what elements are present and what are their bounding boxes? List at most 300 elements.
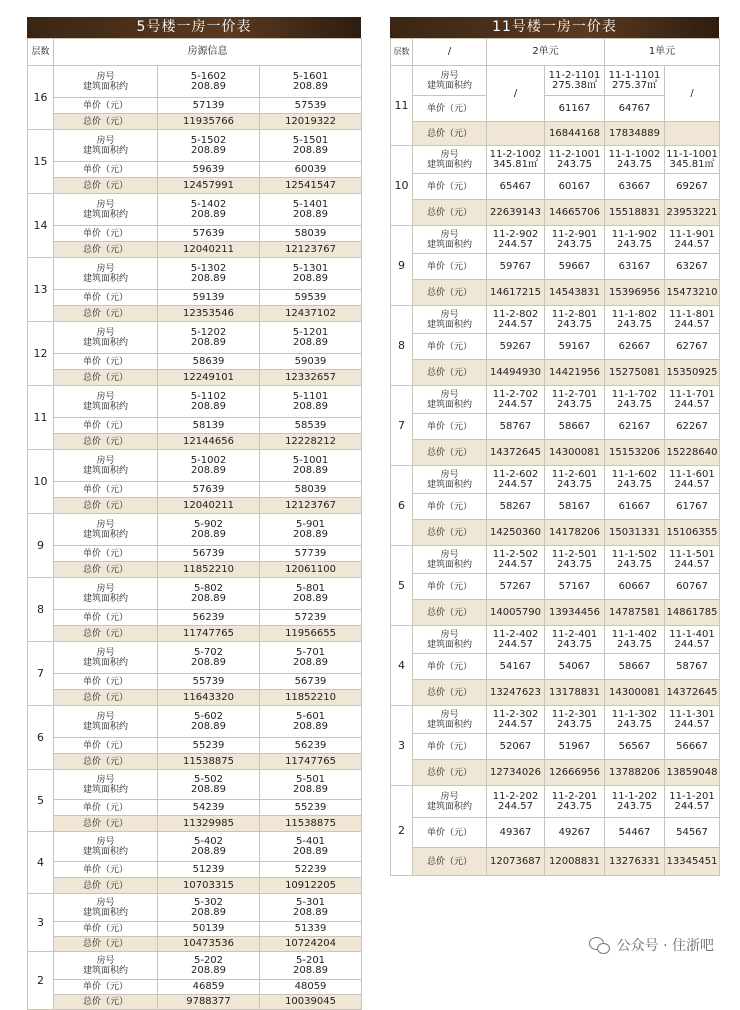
label-room-area — [413, 706, 487, 734]
label-total-price: 总价（元） — [54, 306, 158, 322]
total-price: 12666956 — [545, 760, 605, 786]
unit-price: 61667 — [605, 494, 665, 520]
label-unit-price: 单价（元） — [54, 162, 158, 178]
total-price: 10724204 — [260, 937, 362, 952]
total-price: 12123767 — [260, 498, 362, 514]
total-price: 11935766 — [158, 114, 260, 130]
label-room-area — [413, 226, 487, 254]
area-value: 243.75 — [557, 718, 592, 730]
label-unit-price: 单价（元） — [54, 980, 158, 995]
cell-room-area — [158, 386, 260, 418]
room-number: 5-501 — [295, 773, 326, 785]
label-room: 房号 — [96, 455, 115, 466]
unit-price: 58139 — [158, 418, 260, 434]
label-room-area — [413, 66, 487, 96]
unit-price: 49267 — [545, 818, 605, 848]
room-number: 11-2-302 — [492, 708, 539, 720]
unit-price: 59039 — [260, 354, 362, 370]
label-room: 房号 — [96, 327, 115, 338]
room-number: 11-2-602 — [492, 468, 539, 480]
header-slash: / — [413, 39, 487, 66]
room-number: 5-1402 — [190, 198, 227, 210]
total-price: 15518831 — [605, 200, 665, 226]
room-number: 11-1-601 — [669, 468, 715, 480]
floor-number: 2 — [28, 952, 54, 1010]
floor-row — [28, 642, 362, 674]
unit-price: 58639 — [158, 354, 260, 370]
unit-price: 54239 — [158, 800, 260, 816]
label-unit-price: 单价（元） — [54, 922, 158, 937]
unit-price: 57139 — [158, 98, 260, 114]
cell-room-area — [545, 706, 605, 734]
area-value: 208.89 — [293, 720, 329, 732]
label-room: 房号 — [96, 647, 115, 658]
area-value: 208.89 — [293, 528, 329, 540]
label-total-price: 总价（元） — [413, 280, 487, 306]
label-room-area — [413, 386, 487, 414]
room-number: 11-1-702 — [611, 388, 658, 400]
label-total-price: 总价（元） — [54, 114, 158, 130]
area-value: 244.57 — [674, 638, 710, 650]
cell-room-area — [487, 226, 545, 254]
total-price: 15396956 — [605, 280, 665, 306]
floor-row — [391, 626, 720, 654]
room-number: 5-1201 — [292, 326, 329, 338]
area-value: 243.75 — [557, 238, 592, 250]
label-total-price: 总价（元） — [54, 878, 158, 894]
cell-room-area — [158, 706, 260, 738]
floor-row — [28, 514, 362, 546]
area-value: 243.75 — [557, 638, 592, 650]
total-price: 13178831 — [545, 680, 605, 706]
label-room-area — [54, 386, 158, 418]
floor-number: 16 — [28, 66, 54, 130]
cell-room-area — [665, 626, 720, 654]
header-unit-info: 房源信息 — [54, 39, 362, 66]
cell-room-area — [158, 770, 260, 800]
label-total-price: 总价（元） — [413, 122, 487, 146]
unit-price: 59539 — [260, 290, 362, 306]
label-room: 房号 — [96, 836, 115, 847]
cell-room-area — [158, 258, 260, 290]
label-unit-price: 单价（元） — [54, 98, 158, 114]
room-number: 5-402 — [193, 835, 224, 847]
unit-price: 58039 — [260, 226, 362, 242]
total-price: 12734026 — [487, 760, 545, 786]
area-value: 208.89 — [293, 80, 329, 92]
total-price: 15473210 — [665, 280, 720, 306]
area-value: 244.57 — [498, 478, 533, 490]
area-value: 243.75 — [617, 638, 652, 650]
unit-price: 56239 — [260, 738, 362, 754]
cell-room-area — [487, 146, 545, 174]
total-price: 14372645 — [665, 680, 720, 706]
label-room-area — [413, 146, 487, 174]
cell-room-area — [605, 66, 665, 96]
room-number: 11-1-602 — [611, 468, 658, 480]
label-unit-price: 单价（元） — [54, 418, 158, 434]
cell-room-area — [665, 306, 720, 334]
cell-room-area — [260, 130, 362, 162]
label-area: 建筑面积约 — [82, 401, 128, 412]
floor-row — [28, 322, 362, 354]
room-number: 11-2-501 — [551, 548, 598, 560]
area-value: 243.75 — [617, 718, 652, 730]
floor-number: 3 — [28, 894, 54, 952]
room-number: 11-2-402 — [492, 628, 539, 640]
area-value: 208.89 — [293, 783, 329, 795]
total-price: 12040211 — [158, 242, 260, 258]
total-price: 11329985 — [158, 816, 260, 832]
cell-room-area — [260, 832, 362, 862]
total-price: 14250360 — [487, 520, 545, 546]
unit-price: 61767 — [665, 494, 720, 520]
cell-room-area — [260, 322, 362, 354]
area-value: 208.89 — [293, 845, 329, 857]
cell-room-area — [158, 194, 260, 226]
label-unit-price: 单价（元） — [54, 226, 158, 242]
room-number: 5-1602 — [190, 70, 227, 82]
cell-room-area — [260, 770, 362, 800]
room-number: 11-1-502 — [611, 548, 658, 560]
total-price: 12008831 — [545, 848, 605, 876]
area-value: 244.57 — [674, 478, 710, 490]
floor-number: 2 — [391, 786, 413, 876]
room-number: 5-1301 — [292, 262, 329, 274]
cell-room-area — [260, 514, 362, 546]
total-price: 10912205 — [260, 878, 362, 894]
area-value: 208.89 — [191, 720, 226, 732]
cell-room-area — [158, 322, 260, 354]
room-number: 11-2-1101 — [548, 69, 601, 81]
building-5-price-panel — [27, 17, 361, 1007]
floor-row — [28, 832, 362, 862]
unit-price: 62267 — [665, 414, 720, 440]
building-11-title: 11号楼一房一价表 — [390, 17, 719, 38]
unit-price: 62667 — [605, 334, 665, 360]
room-number: 5-1601 — [292, 70, 329, 82]
label-total-price: 总价（元） — [54, 626, 158, 642]
room-number: 5-202 — [193, 954, 224, 966]
cell-room-area — [605, 306, 665, 334]
label-room: 房号 — [96, 519, 115, 530]
cell-room-area — [158, 832, 260, 862]
unit-price: 58167 — [545, 494, 605, 520]
floor-row — [391, 466, 720, 494]
label-total-price: 总价（元） — [413, 200, 487, 226]
room-number: 11-1-901 — [669, 228, 715, 240]
label-room: 房号 — [96, 199, 115, 210]
label-total-price: 总价（元） — [54, 937, 158, 952]
total-price: 12228212 — [260, 434, 362, 450]
cell-room-area — [545, 786, 605, 818]
room-number: 5-1502 — [190, 134, 227, 146]
total-price: 12123767 — [260, 242, 362, 258]
area-value: 208.89 — [293, 592, 329, 604]
total-price: 15228640 — [665, 440, 720, 466]
floor-row — [28, 706, 362, 738]
area-value: 275.38㎡ — [552, 79, 597, 91]
label-unit-price: 单价（元） — [413, 734, 487, 760]
floor-number: 13 — [28, 258, 54, 322]
total-price: 14787581 — [605, 600, 665, 626]
floor-number: 6 — [28, 706, 54, 770]
room-number: 11-2-601 — [551, 468, 598, 480]
label-area: 建筑面积约 — [426, 801, 472, 812]
area-value: 275.37㎡ — [612, 79, 657, 91]
unit-price: 56739 — [158, 546, 260, 562]
area-value: 208.89 — [191, 783, 226, 795]
floor-row — [28, 770, 362, 800]
unit-price: 52067 — [487, 734, 545, 760]
unit-price: 57739 — [260, 546, 362, 562]
cell-room-area — [665, 226, 720, 254]
area-value: 208.89 — [293, 400, 329, 412]
floor-row — [28, 578, 362, 610]
unit-price: 48059 — [260, 980, 362, 995]
area-value: 244.57 — [498, 398, 533, 410]
label-area: 建筑面积约 — [426, 399, 472, 410]
room-number: 11-1-701 — [669, 388, 715, 400]
unit-price: 46859 — [158, 980, 260, 995]
room-number: 11-2-502 — [492, 548, 539, 560]
label-area: 建筑面积约 — [426, 80, 472, 91]
label-area: 建筑面积约 — [82, 907, 128, 918]
area-value: 243.75 — [617, 800, 652, 812]
room-number: 11-1-201 — [669, 790, 715, 802]
label-room-area — [54, 894, 158, 922]
total-price: 15153206 — [605, 440, 665, 466]
area-value: 208.89 — [191, 906, 226, 918]
area-value: 208.89 — [293, 272, 329, 284]
room-number: 11-1-402 — [611, 628, 658, 640]
unit-price: 58767 — [665, 654, 720, 680]
area-value: 208.89 — [191, 845, 226, 857]
unit-price: 55239 — [260, 800, 362, 816]
total-price: 14494930 — [487, 360, 545, 386]
label-room: 房号 — [96, 711, 115, 722]
total-price: 12061100 — [260, 562, 362, 578]
unit-price: 54067 — [545, 654, 605, 680]
area-value: 208.89 — [191, 144, 226, 156]
label-room: 房号 — [96, 774, 115, 785]
label-unit-price: 单价（元） — [413, 818, 487, 848]
unit-price: 56239 — [158, 610, 260, 626]
floor-number: 14 — [28, 194, 54, 258]
area-value: 243.75 — [617, 478, 652, 490]
total-price: 11643320 — [158, 690, 260, 706]
wechat-icon — [589, 936, 611, 954]
total-price: 12541547 — [260, 178, 362, 194]
building-5-title: 5号楼一房一价表 — [27, 17, 361, 38]
label-room: 房号 — [96, 955, 115, 966]
room-number: 11-2-301 — [551, 708, 598, 720]
label-unit-price: 单价（元） — [413, 254, 487, 280]
room-number: 5-1002 — [190, 454, 227, 466]
floor-number: 7 — [391, 386, 413, 466]
floor-row — [28, 130, 362, 162]
unit-price: 50139 — [158, 922, 260, 937]
label-room-area — [54, 578, 158, 610]
label-total-price: 总价（元） — [413, 600, 487, 626]
cell-room-area — [605, 386, 665, 414]
floor-row — [28, 450, 362, 482]
area-value: 345.81㎡ — [493, 158, 538, 170]
label-total-price: 总价（元） — [54, 754, 158, 770]
area-value: 244.57 — [498, 718, 533, 730]
floor-row — [391, 226, 720, 254]
unit-price: 61167 — [545, 96, 605, 122]
label-room: 房号 — [440, 469, 459, 480]
area-value: 208.89 — [191, 336, 226, 348]
cell-room-area — [605, 466, 665, 494]
building-11-price-panel — [390, 17, 719, 882]
cell-room-area — [605, 706, 665, 734]
room-number: 5-802 — [193, 582, 224, 594]
label-area: 建筑面积约 — [82, 721, 128, 732]
cell-room-area — [545, 386, 605, 414]
cell-room-area — [158, 952, 260, 980]
label-total-price: 总价（元） — [413, 848, 487, 876]
area-value: 244.57 — [498, 238, 533, 250]
label-room: 房号 — [96, 583, 115, 594]
label-room-area — [54, 952, 158, 980]
unit-price: 58539 — [260, 418, 362, 434]
room-number: 5-602 — [193, 710, 224, 722]
label-total-price: 总价（元） — [413, 360, 487, 386]
total-price: 12073687 — [487, 848, 545, 876]
label-area: 建筑面积约 — [426, 479, 472, 490]
area-value: 208.89 — [191, 80, 226, 92]
total-price: 11852210 — [158, 562, 260, 578]
unit-price: 64767 — [605, 96, 665, 122]
label-unit-price: 单价（元） — [54, 546, 158, 562]
empty-slash-cell: / — [487, 66, 545, 122]
label-total-price: 总价（元） — [54, 242, 158, 258]
room-number: 5-601 — [295, 710, 326, 722]
unit-price: 54567 — [665, 818, 720, 848]
label-room-area — [54, 514, 158, 546]
label-room: 房号 — [96, 71, 115, 82]
room-number: 5-301 — [295, 896, 326, 908]
label-unit-price: 单价（元） — [413, 174, 487, 200]
label-area: 建筑面积约 — [82, 593, 128, 604]
total-price: 11956655 — [260, 626, 362, 642]
cell-room-area — [260, 386, 362, 418]
label-total-price: 总价（元） — [413, 760, 487, 786]
watermark — [589, 934, 714, 956]
room-number: 5-1102 — [190, 390, 227, 402]
area-value: 244.57 — [674, 238, 710, 250]
room-number: 11-2-702 — [492, 388, 539, 400]
label-total-price: 总价（元） — [413, 440, 487, 466]
total-price: 13276331 — [605, 848, 665, 876]
label-area: 建筑面积约 — [426, 559, 472, 570]
unit-price: 58667 — [605, 654, 665, 680]
label-room-area — [54, 642, 158, 674]
unit-price: 56739 — [260, 674, 362, 690]
total-price: 10703315 — [158, 878, 260, 894]
total-price: 13934456 — [545, 600, 605, 626]
area-value: 243.75 — [617, 238, 652, 250]
label-total-price: 总价（元） — [54, 178, 158, 194]
floor-number: 4 — [28, 832, 54, 894]
label-area: 建筑面积约 — [82, 784, 128, 795]
total-price: 23953221 — [665, 200, 720, 226]
total-price: 14617215 — [487, 280, 545, 306]
label-room-area — [54, 450, 158, 482]
area-value: 208.89 — [191, 464, 226, 476]
cell-room-area — [605, 546, 665, 574]
total-price: 15275081 — [605, 360, 665, 386]
cell-room-area — [665, 146, 720, 174]
label-area: 建筑面积约 — [82, 846, 128, 857]
label-unit-price: 单价（元） — [54, 674, 158, 690]
room-number: 11-2-701 — [551, 388, 598, 400]
area-value: 244.57 — [674, 558, 710, 570]
room-number: 11-2-902 — [492, 228, 539, 240]
unit-price: 51967 — [545, 734, 605, 760]
floor-row — [391, 706, 720, 734]
empty-cell — [665, 122, 720, 146]
cell-room-area — [605, 786, 665, 818]
label-room-area — [54, 258, 158, 290]
label-area: 建筑面积约 — [426, 319, 472, 330]
label-room-area — [413, 546, 487, 574]
room-number: 11-1-801 — [669, 308, 715, 320]
room-number: 11-1-501 — [669, 548, 715, 560]
area-value: 208.89 — [191, 656, 226, 668]
area-value: 208.89 — [293, 464, 329, 476]
label-area: 建筑面积约 — [82, 657, 128, 668]
area-value: 244.57 — [498, 558, 533, 570]
label-room: 房号 — [440, 70, 459, 81]
room-number: 5-1101 — [292, 390, 329, 402]
room-number: 5-902 — [193, 518, 224, 530]
cell-room-area — [545, 546, 605, 574]
room-number: 5-201 — [295, 954, 326, 966]
unit-price: 59639 — [158, 162, 260, 178]
area-value: 244.57 — [498, 800, 533, 812]
cell-room-area — [545, 146, 605, 174]
label-unit-price: 单价（元） — [413, 334, 487, 360]
empty-slash-cell: / — [665, 66, 720, 122]
total-price: 14665706 — [545, 200, 605, 226]
label-room: 房号 — [440, 149, 459, 160]
room-number: 5-1202 — [190, 326, 227, 338]
label-room-area — [54, 194, 158, 226]
unit-price: 60167 — [545, 174, 605, 200]
floor-number: 3 — [391, 706, 413, 786]
room-number: 5-502 — [193, 773, 224, 785]
area-value: 243.75 — [617, 318, 652, 330]
total-price: 11538875 — [158, 754, 260, 770]
floor-row — [28, 952, 362, 980]
total-price: 15350925 — [665, 360, 720, 386]
total-price: 16844168 — [545, 122, 605, 146]
label-room: 房号 — [440, 549, 459, 560]
area-value: 208.89 — [293, 964, 329, 976]
header-unit-2: 2单元 — [487, 39, 605, 66]
cell-room-area — [605, 226, 665, 254]
total-price: 14372645 — [487, 440, 545, 466]
room-number: 5-1302 — [190, 262, 227, 274]
total-price: 12040211 — [158, 498, 260, 514]
room-number: 5-702 — [193, 646, 224, 658]
cell-room-area — [158, 894, 260, 922]
label-room-area — [54, 832, 158, 862]
label-unit-price: 单价（元） — [54, 290, 158, 306]
